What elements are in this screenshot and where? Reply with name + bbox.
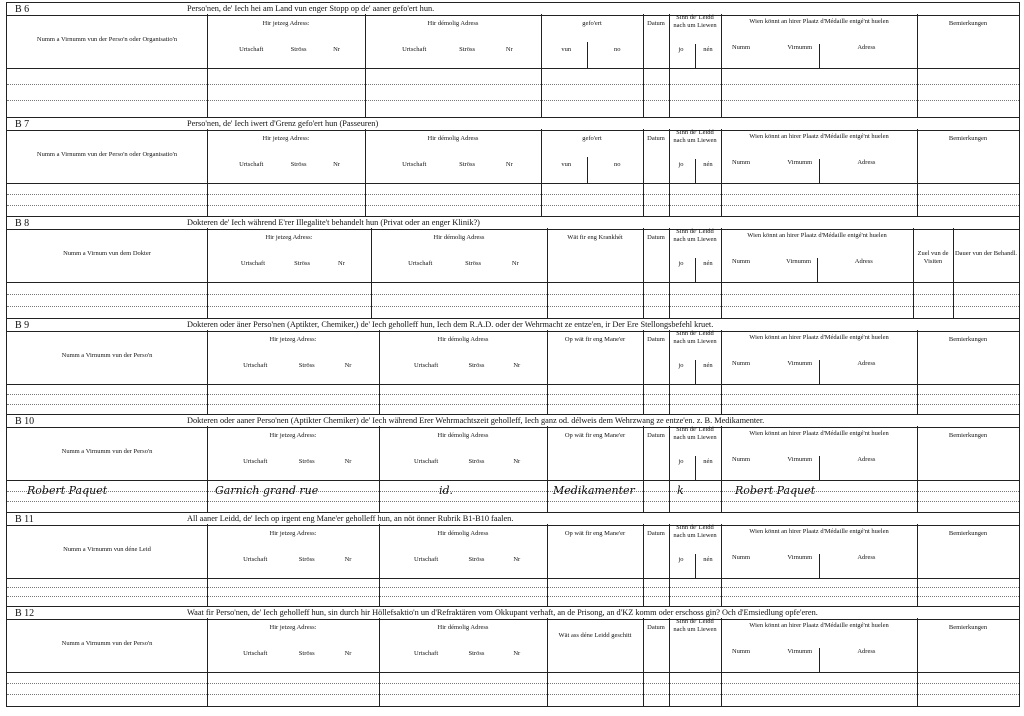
alive-label: Sinn de' Leidd nach um Liewen	[673, 524, 717, 539]
body-divider	[547, 672, 548, 706]
column-divider	[669, 618, 670, 672]
medal-sub-firstname: Virnumm	[787, 159, 813, 166]
former-sub-2: Nr	[513, 556, 521, 563]
body-divider	[207, 384, 208, 414]
medal-sub-address: Adress	[857, 648, 876, 655]
medal-sub-address: Adress	[857, 554, 876, 561]
section-code: B 7	[15, 119, 30, 130]
medal-sub-firstname: Virnumm	[787, 554, 813, 561]
alive-label: Sinn de' Leidd nach um Liewen	[673, 426, 717, 441]
third-column-label: gefo'ert	[582, 135, 602, 142]
alive-no: nén	[703, 161, 713, 168]
body-divider	[207, 183, 208, 216]
former-sub-2: Nr	[513, 650, 521, 657]
body-divider	[721, 480, 722, 512]
current-address-label: Hir jetzeg Adress:	[265, 234, 313, 241]
current-address-label: Hir jetzeg Adress:	[269, 530, 317, 537]
name-column-label: Numm a Virnumm vun der Perso'n	[61, 352, 153, 359]
entry-alive: k	[677, 484, 684, 497]
section-title: Perso'nen, de' Iech iwert d'Grenz gefo'ert hun (Passeuren)	[187, 119, 379, 128]
body-divider	[207, 672, 208, 706]
alive-label: Sinn de' Leidd nach um Liewen	[673, 14, 717, 29]
third-column-label: Op wät fir eng Mane'er	[564, 432, 626, 439]
date-label: Datum	[647, 135, 665, 142]
address-sub-2: Nr	[333, 161, 340, 168]
section-b12	[7, 606, 1019, 706]
medal-label: Wien könnt an hirer Plaatz d'Médaille entgé'nt huelen	[749, 18, 889, 25]
third-divider	[587, 157, 588, 183]
body-divider	[547, 282, 548, 318]
former-sub-0: Urtschaft	[402, 161, 427, 168]
section-b6	[7, 2, 1019, 117]
entry-row-line	[7, 694, 1019, 695]
body-divider	[953, 282, 954, 318]
column-divider	[669, 524, 670, 578]
column-divider	[721, 330, 722, 384]
alive-divider	[695, 554, 696, 578]
column-divider	[541, 14, 542, 68]
medal-sub-name: Numm	[731, 44, 751, 51]
medal-sub-firstname: Virnumm	[787, 456, 813, 463]
alive-label: Sinn de' Leidd nach um Liewen	[673, 129, 717, 144]
body-divider	[721, 384, 722, 414]
entry-name: Robert Paquet	[27, 484, 108, 497]
name-column-label: Numm a Virnumm vun déne Leid	[63, 546, 151, 553]
former-sub-2: Nr	[505, 161, 513, 168]
medal-sub-name: Numm	[731, 159, 751, 166]
medal-sub-name: Numm	[731, 648, 751, 655]
alive-divider	[695, 258, 696, 282]
body-divider	[669, 480, 670, 512]
body-divider	[207, 282, 208, 318]
third-column-label: Op wät fir eng Mane'er	[564, 336, 626, 343]
body-divider	[917, 480, 918, 512]
medal-sub-name: Numm	[731, 554, 751, 561]
medal-divider	[819, 44, 820, 68]
alive-divider	[695, 159, 696, 183]
alive-no: nén	[703, 362, 713, 369]
address-sub-0: Urtschaft	[240, 260, 265, 267]
address-sub-1: Ströss	[294, 260, 311, 267]
body-divider	[365, 183, 366, 216]
address-sub-2: Nr	[344, 556, 352, 563]
column-divider	[669, 426, 670, 480]
medal-label: Wien könnt an hirer Plaatz d'Médaille entgé'nt huelen	[749, 334, 889, 341]
alive-label: Sinn de' Leidd nach um Liewen	[673, 228, 717, 243]
body-divider	[721, 282, 722, 318]
form-page	[6, 2, 1020, 707]
body-divider	[721, 578, 722, 606]
medal-label: Wien könnt an hirer Plaatz d'Médaille entgé'nt huelen	[749, 528, 889, 535]
section-b10	[7, 414, 1019, 512]
former-address-label: Hir démolig Adress	[437, 624, 489, 631]
section-code: B 8	[15, 218, 30, 229]
address-sub-0: Urtschaft	[243, 650, 268, 657]
third-sub-to: no	[613, 161, 621, 168]
body-divider	[365, 68, 366, 117]
former-sub-1: Ströss	[459, 161, 476, 168]
name-column-label: Numm a Virnumm vun der Perso'n	[61, 640, 153, 647]
entry-row-line	[7, 596, 1019, 597]
column-divider	[547, 524, 548, 578]
medal-divider	[819, 456, 820, 480]
body-divider	[669, 384, 670, 414]
body-divider	[643, 578, 644, 606]
section-code: B 12	[15, 608, 35, 619]
third-sub-from: vun	[561, 46, 572, 53]
column-divider	[547, 426, 548, 480]
medal-divider	[819, 648, 820, 672]
body-divider	[547, 578, 548, 606]
column-header	[7, 14, 1019, 69]
former-address-label: Hir démolig Adress	[437, 432, 489, 439]
section-b8	[7, 216, 1019, 318]
remarks-label: Bemierkungen	[948, 336, 988, 343]
former-sub-1: Ströss	[465, 260, 482, 267]
section-b11	[7, 512, 1019, 606]
column-divider	[547, 228, 548, 282]
body-divider	[643, 672, 644, 706]
body-divider	[917, 183, 918, 216]
former-sub-1: Ströss	[468, 362, 485, 369]
third-sub-to: no	[613, 46, 621, 53]
date-label: Datum	[647, 20, 665, 27]
entry-row-line	[7, 683, 1019, 684]
former-sub-0: Urtschaft	[408, 260, 433, 267]
section-title: Perso'nen, de' Iech hei am Land vun enger Stopp op de' aaner gefo'ert hun.	[187, 4, 435, 13]
alive-yes: jo	[678, 362, 684, 369]
body-divider	[669, 183, 670, 216]
column-divider	[721, 426, 722, 480]
column-header	[7, 426, 1019, 481]
section-b7	[7, 117, 1019, 216]
address-sub-1: Ströss	[298, 458, 315, 465]
column-header	[7, 129, 1019, 184]
alive-yes: jo	[678, 46, 684, 53]
alive-yes: jo	[678, 458, 684, 465]
current-address-label: Hir jetzeg Adress:	[269, 624, 317, 631]
column-header	[7, 524, 1019, 579]
column-divider	[669, 129, 670, 183]
section-title: Dokteren oder aaner Perso'nen (Aptikter Chemiker) de' Iech während Erer Wehrmachtszeit geholleff, Iech ganz od. délweis dem Wehrzwang ze entze'en. z. B. Medikamenter.	[187, 416, 765, 425]
column-divider	[547, 330, 548, 384]
former-sub-2: Nr	[513, 458, 521, 465]
medal-sub-firstname: Virnumm	[787, 648, 813, 655]
remarks-label: Bemierkungen	[948, 530, 988, 537]
section-title: Dokteren oder äner Perso'nen (Aptikter, Chemiker,) de' Iech geholleff hun, Iech dem R.A.D. oder der Wehrmacht ze entze'en, ir Der Ere Stellongsbefehl kruet.	[187, 320, 714, 329]
entry-manner: Medikamenter	[553, 484, 635, 497]
entry-row-line	[7, 491, 1019, 492]
body-divider	[669, 282, 670, 318]
medal-divider	[819, 360, 820, 384]
alive-label: Sinn de' Leidd nach um Liewen	[673, 330, 717, 345]
address-sub-2: Nr	[338, 260, 345, 267]
section-title: Waat fir Perso'nen, de' Iech geholleff hun, sin durch hir Höllefsaktio'n un d'Refraktären vom Okkupant verhaft, an de Prisong, an d'KZ komm oder erschoss gin? Och d'Emsiedlung opfe'eren.	[187, 608, 818, 617]
alive-divider	[695, 44, 696, 68]
former-sub-0: Urtschaft	[413, 458, 439, 465]
alive-divider	[695, 456, 696, 480]
former-sub-1: Ströss	[468, 458, 485, 465]
medal-sub-firstname: Virnumm	[787, 360, 813, 367]
section-title: All aaner Leidd, de' Iech op irgent eng Mane'er geholleff hun, an nöt önner Rubrik B1-B10 faalen.	[187, 514, 514, 523]
medal-sub-address: Adress	[857, 360, 876, 367]
body-divider	[669, 68, 670, 117]
third-column-label: Wät fir eng Krankhét	[567, 234, 623, 241]
medal-label: Wien könnt an hirer Plaatz d'Médaille entgé'nt huelen	[749, 430, 889, 437]
former-sub-0: Urtschaft	[402, 46, 427, 53]
third-divider	[587, 42, 588, 68]
entry-row-line	[7, 587, 1019, 588]
address-sub-0: Urtschaft	[239, 161, 264, 168]
duration-label: Dauer vun der Behandl.	[954, 250, 1018, 257]
address-sub-0: Urtschaft	[243, 556, 268, 563]
entry-row-line	[7, 404, 1019, 405]
former-address-label: Hir démolig Adress	[427, 20, 479, 27]
body-divider	[721, 183, 722, 216]
body-divider	[207, 68, 208, 117]
section-code: B 11	[15, 514, 34, 525]
body-divider	[669, 672, 670, 706]
body-divider	[643, 282, 644, 318]
entry-medal-name: Robert Paquet	[735, 484, 816, 497]
medal-sub-name: Numm	[731, 360, 751, 367]
medal-divider	[819, 554, 820, 578]
alive-no: nén	[703, 260, 713, 267]
former-sub-0: Urtschaft	[413, 556, 439, 563]
address-sub-0: Urtschaft	[243, 362, 268, 369]
name-column-label: Numm a Virnumm vun der Perso'n oder Organisatio'n	[36, 151, 178, 158]
column-divider	[721, 228, 722, 282]
entry-address: Garnich grand rue	[215, 484, 319, 497]
medal-sub-address: Adress	[854, 258, 873, 265]
body-divider	[917, 384, 918, 414]
section-body	[7, 480, 1019, 512]
former-sub-1: Ströss	[468, 556, 485, 563]
body-divider	[917, 672, 918, 706]
entry-row-line	[7, 306, 1019, 307]
remarks-label: Bemierkungen	[948, 20, 988, 27]
column-divider	[669, 228, 670, 282]
body-divider	[371, 282, 372, 318]
alive-divider	[695, 360, 696, 384]
body-divider	[207, 480, 208, 512]
medal-sub-address: Adress	[857, 456, 876, 463]
visits-label: Zuel vun de Visiten	[917, 250, 949, 265]
former-sub-1: Ströss	[459, 46, 476, 53]
alive-no: nén	[703, 46, 713, 53]
medal-divider	[819, 159, 820, 183]
medal-divider	[817, 258, 818, 282]
body-divider	[913, 282, 914, 318]
body-divider	[207, 578, 208, 606]
current-address-label: Hir jetzeg Adress:	[269, 432, 317, 439]
section-b9	[7, 318, 1019, 414]
former-address-label: Hir démolig Adress	[437, 336, 489, 343]
section-body	[7, 183, 1019, 216]
former-sub-2: Nr	[505, 46, 513, 53]
date-label: Datum	[647, 530, 665, 537]
former-sub-1: Ströss	[468, 650, 485, 657]
body-divider	[379, 384, 380, 414]
address-sub-2: Nr	[344, 362, 352, 369]
medal-sub-firstname: Virnumm	[787, 44, 813, 51]
date-label: Datum	[647, 234, 665, 241]
current-address-label: Hir jetzeg Adress:	[269, 336, 317, 343]
body-divider	[917, 578, 918, 606]
address-sub-0: Urtschaft	[239, 46, 264, 53]
entry-row-line	[7, 84, 1019, 85]
third-column-label: Op wät fir eng Mane'er	[564, 530, 626, 537]
body-divider	[917, 68, 918, 117]
body-divider	[721, 672, 722, 706]
address-sub-0: Urtschaft	[243, 458, 268, 465]
former-address-label: Hir démolig Adress	[437, 530, 489, 537]
alive-yes: jo	[678, 260, 684, 267]
medal-sub-firstname: Virnumm	[786, 258, 812, 265]
section-body	[7, 578, 1019, 606]
column-divider	[547, 618, 548, 672]
body-divider	[547, 384, 548, 414]
column-divider	[721, 14, 722, 68]
entry-row-line	[7, 394, 1019, 395]
body-divider	[669, 578, 670, 606]
alive-no: nén	[703, 556, 713, 563]
former-address-label: Hir démolig Adress	[433, 234, 485, 241]
entry-row-line	[7, 205, 1019, 206]
column-divider	[721, 618, 722, 672]
medal-sub-address: Adress	[857, 159, 876, 166]
date-label: Datum	[647, 624, 665, 631]
column-divider	[541, 129, 542, 183]
body-divider	[721, 68, 722, 117]
column-divider	[669, 14, 670, 68]
date-label: Datum	[647, 432, 665, 439]
current-address-label: Hir jetzeg Adress:	[262, 20, 310, 27]
former-sub-0: Urtschaft	[413, 362, 439, 369]
alive-label: Sinn de' Leidd nach um Liewen	[673, 618, 717, 633]
entry-row-line	[7, 100, 1019, 101]
entry-row-line	[7, 294, 1019, 295]
current-address-label: Hir jetzeg Adress:	[262, 135, 310, 142]
section-body	[7, 68, 1019, 117]
former-address-label: Hir démolig Adress	[427, 135, 479, 142]
section-code: B 10	[15, 416, 35, 427]
section-body	[7, 384, 1019, 414]
alive-yes: jo	[678, 556, 684, 563]
address-sub-1: Ströss	[298, 362, 315, 369]
entry-former: id.	[439, 484, 454, 497]
former-sub-2: Nr	[513, 362, 521, 369]
entry-row-line	[7, 501, 1019, 502]
former-sub-2: Nr	[511, 260, 519, 267]
medal-sub-name: Numm	[731, 258, 751, 265]
third-column-label: Wät ass déne Leidd geschitt	[558, 632, 632, 639]
column-divider	[669, 330, 670, 384]
column-divider	[721, 129, 722, 183]
medal-sub-address: Adress	[857, 44, 876, 51]
body-divider	[643, 480, 644, 512]
date-label: Datum	[647, 336, 665, 343]
section-code: B 9	[15, 320, 30, 331]
medal-label: Wien könnt an hirer Plaatz d'Médaille entgé'nt huelen	[749, 622, 889, 629]
address-sub-1: Ströss	[298, 650, 315, 657]
third-sub-from: vun	[561, 161, 572, 168]
medal-label: Wien könnt an hirer Plaatz d'Médaille entgé'nt huelen	[749, 133, 889, 140]
body-divider	[547, 480, 548, 512]
medal-sub-name: Numm	[731, 456, 751, 463]
body-divider	[541, 183, 542, 216]
alive-no: nén	[703, 458, 713, 465]
name-column-label: Numm a Virnumm vun der Perso'n	[61, 448, 153, 455]
column-header	[7, 228, 1019, 283]
body-divider	[379, 578, 380, 606]
name-column-label: Numm a Virnumm vun der Perso'n oder Organisatio'n	[36, 36, 178, 43]
body-divider	[643, 68, 644, 117]
former-sub-0: Urtschaft	[413, 650, 439, 657]
body-divider	[379, 480, 380, 512]
section-title: Dokteren de' Iech während E'rer Illegalite't behandelt hun (Privat oder an enger Klinik?)	[187, 218, 480, 227]
body-divider	[643, 384, 644, 414]
body-divider	[379, 672, 380, 706]
name-column-label: Numm a Virnum vun dem Dokter	[63, 250, 151, 257]
medal-label: Wien könnt an hirer Plaatz d'Médaille entgé'nt huelen	[747, 232, 887, 239]
third-column-label: gefo'ert	[582, 20, 602, 27]
column-divider	[721, 524, 722, 578]
address-sub-1: Ströss	[290, 46, 307, 53]
section-body	[7, 282, 1019, 318]
address-sub-1: Ströss	[290, 161, 307, 168]
address-sub-2: Nr	[344, 650, 352, 657]
remarks-label: Bemierkungen	[948, 135, 988, 142]
body-divider	[541, 68, 542, 117]
column-header	[7, 618, 1019, 673]
column-header	[7, 330, 1019, 385]
section-body	[7, 672, 1019, 706]
address-sub-2: Nr	[333, 46, 340, 53]
remarks-label: Bemierkungen	[948, 432, 988, 439]
remarks-label: Bemierkungen	[948, 624, 988, 631]
address-sub-2: Nr	[344, 458, 352, 465]
entry-row-line	[7, 194, 1019, 195]
section-code: B 6	[15, 4, 30, 15]
address-sub-1: Ströss	[298, 556, 315, 563]
alive-yes: jo	[678, 161, 684, 168]
body-divider	[643, 183, 644, 216]
